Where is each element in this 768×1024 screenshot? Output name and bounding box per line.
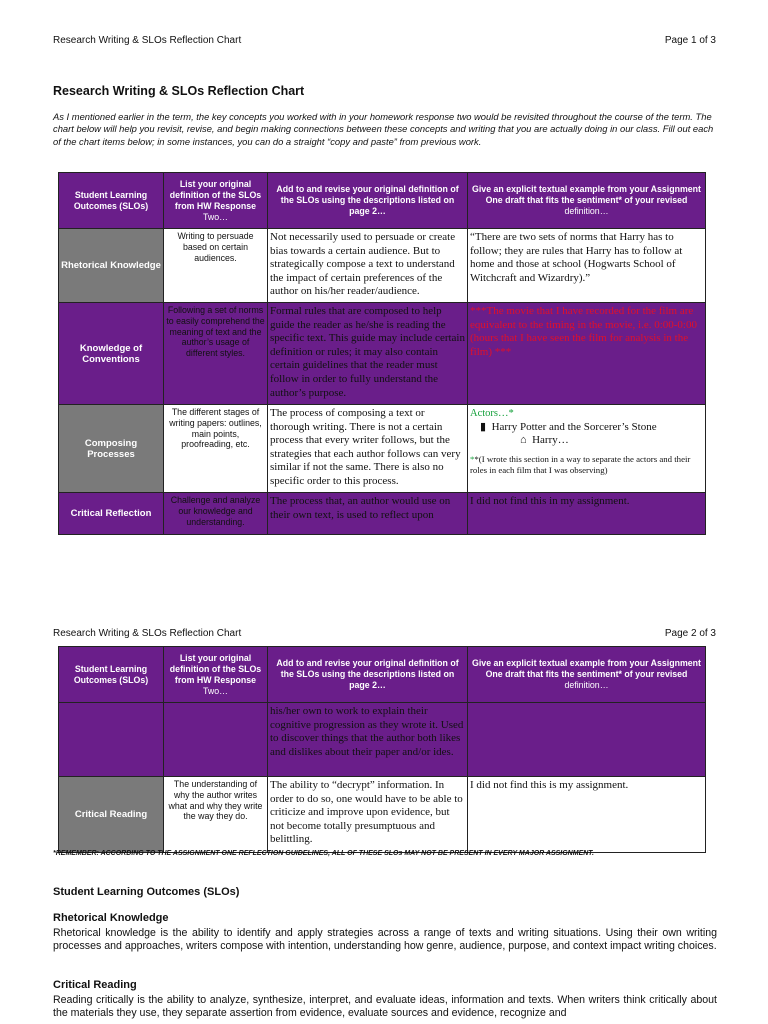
pushpin-icon: ▮ (480, 420, 487, 433)
cell-empty (468, 703, 706, 777)
cell-original: Following a set of norms to easily comprehend the meaning of text and the author’s usage of different styles. (164, 303, 268, 405)
cell-original: Writing to persuade based on certain audiences. (164, 229, 268, 303)
header-original: List your original definition of the SLOs from HW Response Two… (164, 173, 268, 229)
row-label-rhetorical-knowledge: Rhetorical Knowledge (59, 229, 164, 303)
page-header-left: Research Writing & SLOs Reflection Chart (53, 35, 242, 46)
critical-reading-text: Reading critically is the ability to analyze, synthesize, interpret, and evaluate ideas, information and texts. When writers think critically about the materials they use, they separate assertion from evidence, evaluate sources and evidence, recognize and (53, 994, 717, 1019)
cell-example (468, 405, 706, 493)
table-row (59, 777, 706, 853)
cell-revised: The ability to “decrypt” information. In order to do so, one would have to be able to criticize and improve upon evidence, but not become totally presumptuous and belittling. (268, 777, 468, 853)
header-example: Give an explicit textual example from your Assignment One draft that fits the sentiment* of your revised definition… (468, 647, 706, 703)
cell-example: ***The movie that I have recorded for the film are equivalent to the timing in the movie, i.e. 0:00-0:00 (hours that I have seen the film for analysis in the film) *** (468, 303, 706, 405)
table-header-row (59, 173, 706, 229)
header-example: Give an explicit textual example from your Assignment One draft that fits the sentiment* of your revised definition… (468, 173, 706, 229)
example-note: **(I wrote this section in a way to separate the actors and their roles in each film that I was observing) (470, 453, 691, 475)
page-number: Page 1 of 3 (664, 35, 716, 46)
cell-example: “There are two sets of norms that Harry has to follow; they are rules that Harry has to follow at home and those at school (Hogwarts School of Witchcraft and Wizardry).” (468, 229, 706, 303)
header-revised: Add to and revise your original definition of the SLOs using the descriptions listed on page 2… (268, 647, 468, 703)
table-row (59, 303, 706, 405)
cell-original: Challenge and analyze our knowledge and understanding. (164, 493, 268, 535)
row-label-knowledge-of-conventions: Knowledge of Conventions (59, 303, 164, 405)
example-item: ▮ Harry Potter and the Sorcerer’s Stone (480, 420, 657, 433)
cell-revised: Not necessarily used to persuade or create bias towards a certain audience. But to strategically compose a text to understand the impact of certain preferences of the author on his/her reader/audience. (268, 229, 468, 303)
rhetorical-knowledge-heading: Rhetorical Knowledge (53, 912, 169, 924)
cell-revised: The process that, an author would use on their own text, is used to reflect upon (268, 493, 468, 535)
table-row (59, 405, 706, 493)
row-label-composing-processes: Composing Processes (59, 405, 164, 493)
cell-revised: The process of composing a text or thorough writing. There is not a certain process that every writer follows, but the strategies that each author follows can very similar if not the same. There is also no specific order to this process. (268, 405, 468, 493)
header-slo: Student Learning Outcomes (SLOs) (59, 173, 164, 229)
rhetorical-knowledge-text: Rhetorical knowledge is the ability to identify and apply strategies across a range of texts and writing situations. Using their own writing processes and approaches, writers compose with intention, understanding how genre, audience, purpose, and context impact writing choices. (53, 927, 717, 952)
remember-note: *REMEMBER: ACCORDING TO THE ASSIGNMENT ONE REFLECTION GUIDELINES, ALL OF THESE SLOs MAY NOT BE PRESENT IN EVERY MAJOR ASSIGNMENT. (53, 850, 594, 857)
page-number: Page 2 of 3 (664, 628, 716, 639)
cell-original: The different stages of writing papers: outlines, main points, proofreading, etc. (164, 405, 268, 493)
cell-empty (164, 703, 268, 777)
cell-original: The understanding of why the author writes what and why they write the way they do. (164, 777, 268, 853)
header-slo: Student Learning Outcomes (SLOs) (59, 647, 164, 703)
table-row (59, 703, 706, 777)
bank-icon: ⌂ (520, 434, 527, 447)
document-title: Research Writing & SLOs Reflection Chart (53, 84, 305, 98)
intro-paragraph: As I mentioned earlier in the term, the key concepts you worked with in your homework response two would be revisited throughout the course of the term. The chart below will help you revisit, revise, and begin making connections between these concepts and writing that you are actually doing in our class. Fill out each of the chart items below; in some instances, you can do a straight “copy and paste” from previous work. (53, 111, 714, 147)
row-label-critical-reflection: Critical Reflection (59, 493, 164, 535)
critical-reading-heading: Critical Reading (53, 979, 137, 991)
cell-revised-continued: his/her own to work to explain their cognitive progression as they wrote it. Used to discover things that the author both likes and dislikes about their paper and/or ides. (268, 703, 468, 777)
slo-chart-page1 (58, 172, 706, 535)
slo-chart-page2 (58, 646, 706, 853)
example-heading: Actors…* (470, 408, 514, 419)
cell-revised: Formal rules that are composed to help guide the reader as he/she is reading the specific text. This guide may include certain definition or rules; it may also contain certain guidelines that the reader must follow in order to fully understand the author’s purpose. (268, 303, 468, 405)
cell-example: I did not find this is my assignment. (468, 777, 706, 853)
page-header-left: Research Writing & SLOs Reflection Chart (53, 628, 242, 639)
example-item: ⌂ Harry… (520, 434, 569, 447)
row-label-critical-reading: Critical Reading (59, 777, 164, 853)
table-row (59, 493, 706, 535)
cell-empty (59, 703, 164, 777)
table-row (59, 229, 706, 303)
cell-example: I did not find this in my assignment. (468, 493, 706, 535)
slo-heading: Student Learning Outcomes (SLOs) (53, 886, 240, 898)
table-header-row (59, 647, 706, 703)
header-original: List your original definition of the SLOs from HW Response Two… (164, 647, 268, 703)
header-revised: Add to and revise your original definition of the SLOs using the descriptions listed on page 2… (268, 173, 468, 229)
